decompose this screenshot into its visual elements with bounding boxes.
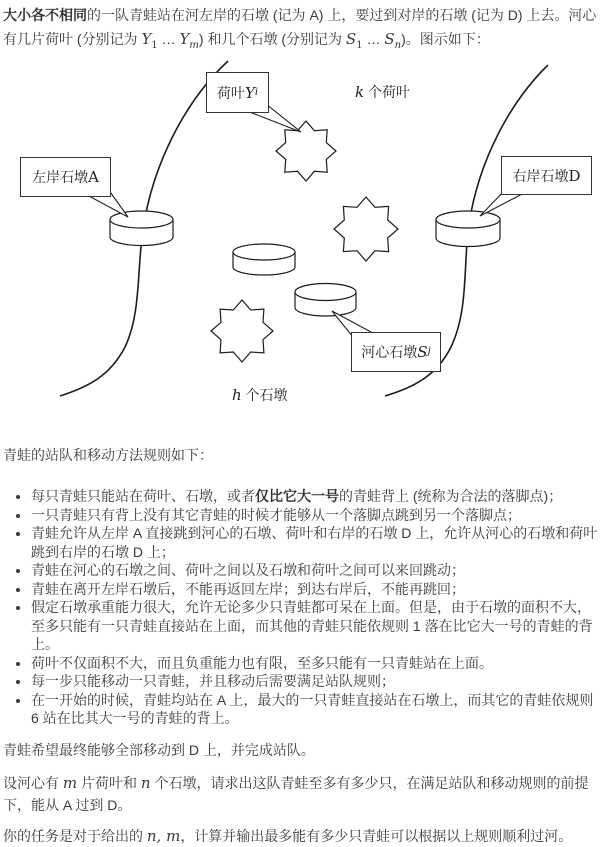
question-paragraph: 设河心有 m 片荷叶和 n 个石墩，请求出这队青蛙至多有多少只，在满足站队和移动规则的前提下，能从 A 过到 D。 [3,773,589,813]
river-diagram-canvas [3,59,606,404]
rule-item: • 每只青蛙只能站在荷叶、石墩，或者仅比它大一号的青蛙背上 (统称为合法的落脚点)； [31,487,603,506]
lily-pad-icon [276,121,336,181]
mid-river-pier-callout: 河心石墩 S j [351,332,441,372]
h-pier-count-label: h 个石墩 [232,386,288,404]
stone-pier-icon [233,244,295,275]
rule-item: • 每一步只能移动一只青蛙，并且移动后需要满足站队规则； [31,672,603,691]
rule-item: • 青蛙在离开左岸石墩后，不能再返回左岸；到达右岸后，不能再跳回； [31,580,603,599]
stone-pier-d-icon [436,211,500,247]
stone-pier-sj-icon [295,284,356,317]
rule-item: • 青蛙允许从左岸 A 直接跳到河心的石墩、荷叶和右岸的石墩 D 上，允许从河心的石墩和荷叶跳到右岸的石墩 D 上； [31,524,603,561]
right-bank-pier-callout: 右岸石墩 D [501,156,592,195]
rules-header: 青蛙的站队和移动方法规则如下： [3,447,213,463]
k-lotus-count-label: k 个荷叶 [355,83,410,101]
rule-item: • 假定石墩承重能力很大，允许无论多少只青蛙都可呆在上面。但是，由于石墩的面积不大，至多只能有一只青蛙直接站在上面，而其他的青蛙只能依规则 1 落在比它大一号的青蛙的背上。 [31,598,603,654]
lily-pad-icon [211,300,273,362]
problem-statement [0,3,606,847]
intro-paragraph: 大小各不相同的一队青蛙站在河左岸的石墩 (记为 A) 上，要过到对岸的石墩 (记为 D) 上去。河心有几片荷叶 (分别记为 $Y_1$ … $Y_m$) 和几个石墩 (分别记为 $S_1$ … $S_n$)。图示如下： [3,7,597,51]
stone-pier-a-icon [110,211,173,246]
task-paragraph: 你的任务是对于给出的 n, m，计算并输出最多能有多少只青蛙可以根据以上规则顺利过河。 [3,826,573,845]
rule-item: • 一只青蛙只有背上没有其它青蛙的时候才能够从一个落脚点跳到另一个落脚点； [31,506,603,525]
lotus-leaf-callout: 荷叶 Y i [206,72,269,113]
rules-list [3,487,603,728]
rule-item: • 青蛙在河心的石墩之间、荷叶之间以及石墩和荷叶之间可以来回跳动； [31,561,603,580]
goal-paragraph: 青蛙希望最终能够全部移动到 D 上，并完成站队。 [3,741,315,758]
rule-item: • 在一开始的时候，青蛙均站在 A 上，最大的一只青蛙直接站在石墩上，而其它的青蛙依规则 6 站在比其大一号的青蛙的背上。 [31,691,603,728]
rule-item: • 荷叶不仅面积不大，而且负重能力也有限，至多只能有一只青蛙站在上面。 [31,654,603,673]
left-bank-pier-callout: 左岸石墩 A [20,157,111,197]
river-diagram [3,59,606,404]
lily-pad-icon [334,197,398,261]
